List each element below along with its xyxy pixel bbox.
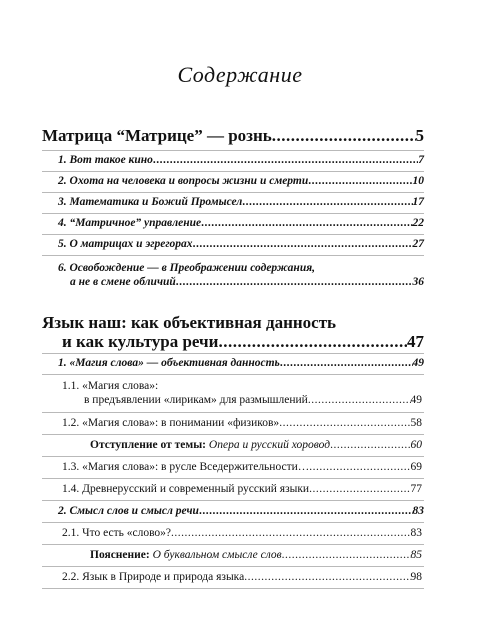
toc-item[interactable]: [58, 196, 424, 208]
item-title: 1. Вот такое кино: [58, 154, 153, 166]
note-title: О буквальном смысле слов: [152, 549, 282, 561]
toc-section-2[interactable]: [62, 332, 424, 352]
item-title: 2.2. Язык в Природе и природа языка: [62, 571, 245, 583]
page-number: 83: [412, 505, 424, 517]
dot-leader: [244, 571, 410, 583]
dot-leader: [199, 505, 413, 517]
section-title: и как культура речи: [62, 332, 219, 351]
dot-leader: [309, 461, 410, 473]
toc-item[interactable]: [62, 461, 422, 473]
page-number: 27: [412, 238, 424, 250]
dot-leader: [308, 175, 412, 187]
divider: [42, 150, 424, 151]
divider: [42, 374, 424, 375]
dot-leader: [330, 439, 410, 451]
dot-leader: [176, 276, 413, 288]
toc-item[interactable]: [58, 505, 424, 517]
note-title: Опера и русский хоровод: [208, 439, 331, 451]
toc-item[interactable]: [70, 276, 424, 288]
divider: [42, 234, 424, 235]
toc-item[interactable]: [58, 154, 424, 166]
dot-leader: [308, 394, 411, 406]
divider: [42, 412, 424, 413]
note-text: [90, 439, 330, 451]
item-title: 3. Математика и Божий Промысел: [58, 196, 243, 208]
toc-note[interactable]: [90, 439, 422, 451]
item-title: 2. Охота на человека и вопросы жизни и смерти: [58, 175, 309, 187]
dot-leader: [218, 332, 407, 352]
divider: [42, 255, 424, 256]
page-number: 10: [412, 175, 424, 187]
divider: [42, 456, 424, 457]
divider: [42, 434, 424, 435]
page-number: 22: [412, 217, 424, 229]
divider: [42, 353, 424, 354]
toc-item[interactable]: [62, 527, 422, 539]
toc-item[interactable]: [58, 357, 424, 369]
item-title: 5. О матрицах и эгрегорах: [58, 238, 193, 250]
divider: [42, 588, 424, 589]
divider: [42, 171, 424, 172]
item-title: 1.2. «Магия слова»: в понимании «физиков»: [62, 417, 280, 429]
note-lead: Отступление от темы:: [90, 439, 207, 451]
toc-section-1[interactable]: [42, 126, 424, 146]
page-number: 58: [410, 417, 422, 429]
section-title-line1: Язык наш: как объективная данность: [42, 313, 337, 332]
dot-leader: [272, 126, 416, 146]
page-number: 7: [418, 154, 424, 166]
section-title: Матрица “Матрице” — рознь: [42, 126, 272, 145]
divider: [42, 478, 424, 479]
toc-item[interactable]: [58, 238, 424, 250]
dot-leader: [242, 196, 412, 208]
page-number: 5: [415, 126, 424, 145]
divider: [42, 213, 424, 214]
page-number: 36: [412, 276, 424, 288]
item-title: 1. «Магия слова» — объективная данность: [58, 357, 280, 369]
item-title: 4. “Матричное” управление: [58, 217, 202, 229]
page-number: 69: [410, 461, 422, 473]
toc-item[interactable]: [58, 175, 424, 187]
divider: [42, 500, 424, 501]
dot-leader: [280, 357, 413, 369]
toc-item[interactable]: [58, 217, 424, 229]
toc-item[interactable]: [62, 417, 422, 429]
item-title: 1.4. Древнерусский и современный русский языки: [62, 483, 310, 495]
page-number: 98: [410, 571, 422, 583]
toc-item[interactable]: [62, 571, 422, 583]
item-title: 2. Смысл слов и смысл речи: [58, 505, 199, 517]
dot-leader: [309, 483, 410, 495]
dot-leader: [282, 549, 411, 561]
page-title: Содержание: [177, 62, 303, 87]
divider: [42, 544, 424, 545]
toc-item[interactable]: [84, 394, 422, 406]
divider: [42, 566, 424, 567]
item-title: а не в смене обличий: [70, 276, 176, 288]
divider: [42, 192, 424, 193]
dot-leader: [171, 527, 410, 539]
item-title-line1: 6. Освобождение — в Преображении содержания,: [58, 262, 316, 274]
page-number: 49: [412, 357, 424, 369]
page-number: 77: [410, 483, 422, 495]
page-number: 49: [410, 394, 422, 406]
note-text: [90, 549, 282, 561]
dot-leader: [201, 217, 412, 229]
dot-leader: [279, 417, 410, 429]
dot-leader: [153, 154, 418, 166]
toc-note[interactable]: [90, 549, 422, 561]
toc-item[interactable]: [62, 483, 422, 495]
page-number: 85: [410, 549, 422, 561]
dot-leader: [193, 238, 413, 250]
page-number: 47: [407, 332, 424, 351]
page-number: 17: [412, 196, 424, 208]
divider: [42, 522, 424, 523]
item-title-line1: 1.1. «Магия слова»:: [62, 380, 159, 392]
item-title: в предъявлении «лирикам» для размышлений: [84, 394, 308, 406]
note-lead: Пояснение:: [90, 549, 150, 561]
item-title: 2.1. Что есть «слово»?: [62, 527, 172, 539]
item-title: 1.3. «Магия слова»: в русле Вседержительности…: [62, 461, 310, 473]
page-number: 83: [410, 527, 422, 539]
page-number: 60: [410, 439, 422, 451]
